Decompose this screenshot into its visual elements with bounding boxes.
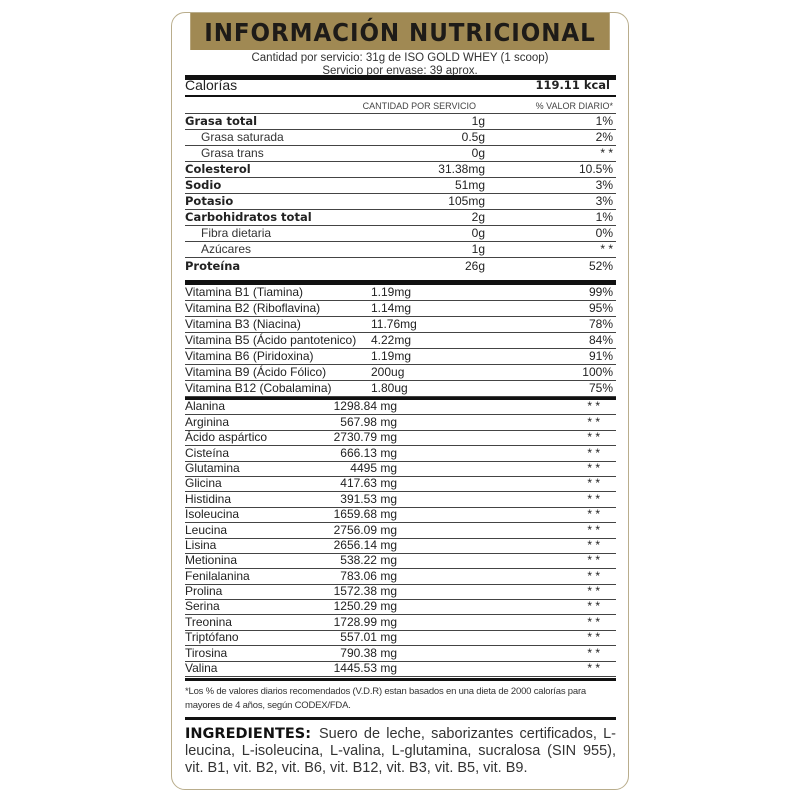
vitamin-row-name: Vitamina B6 (Piridoxina) (185, 349, 314, 363)
amino-acid-row (185, 600, 616, 615)
amino-acid-row-name: Ácido aspártico (185, 430, 268, 445)
amino-acid-row-amount: 2656.14 mg (333, 537, 397, 552)
ingredients-label: INGREDIENTES: (185, 726, 312, 742)
vitamin-row-dv: 100% (582, 365, 613, 379)
amino-acid-row (185, 462, 616, 477)
amino-acid-row-amount: 666.13 mg (340, 445, 397, 460)
column-headers (185, 97, 616, 114)
vitamin-row-amount: 1.19mg (371, 285, 412, 299)
amino-acid-row-amount: 2756.09 mg (333, 522, 397, 537)
amino-acid-row-amount: 783.06 mg (340, 568, 397, 583)
nutrient-row (185, 178, 616, 194)
vitamin-row-amount: 1.14mg (371, 301, 412, 315)
nutrient-row-name: Fibra dietaria (201, 226, 272, 240)
amino-acid-row-dv: * * (587, 445, 600, 460)
amino-acid-row-name: Lisina (185, 537, 217, 552)
vitamins-table (185, 280, 616, 397)
servings-per-container: Servicio por envase: 39 aprox. (322, 65, 478, 77)
nutrient-row-dv: * * (600, 242, 613, 256)
vitamin-row-name: Vitamina B5 (Ácido pantotenico) (185, 333, 357, 347)
nutrient-row-dv: 10.5% (578, 162, 613, 176)
amino-acid-row-dv: * * (587, 430, 600, 445)
nutrient-row (185, 146, 616, 162)
amino-acid-row (185, 446, 616, 461)
footnote: *Los % de valores diarios recomendados (V.D.R) estan basados en una dieta de 2000 calorías para mayores de 4 años, según CODEX/FDA. (185, 686, 587, 711)
amino-acid-row (185, 415, 616, 430)
amino-acid-row-dv: * * (587, 507, 600, 522)
nutrient-row-amount: 2g (471, 210, 485, 224)
amino-acid-row-dv: * * (587, 584, 600, 599)
nutrient-row-dv: 3% (595, 194, 613, 208)
amino-acid-row (185, 492, 616, 507)
nutrient-row-amount: 105mg (448, 194, 485, 208)
amino-acid-row (185, 631, 616, 646)
nutrient-row-amount: 0g (471, 146, 485, 160)
amino-acid-row-name: Serina (185, 599, 220, 614)
vitamin-row (185, 333, 616, 349)
nutrient-row (185, 242, 616, 258)
vitamin-row-amount: 4.22mg (371, 333, 412, 347)
nutrient-row (185, 210, 616, 226)
nutrient-row-name: Sodio (185, 178, 222, 192)
amino-acid-row-amount: 790.38 mg (340, 645, 397, 660)
amino-acid-row-amount: 1659.68 mg (333, 507, 397, 522)
nutrients-table (185, 75, 616, 274)
nutrient-row-name: Proteína (185, 259, 241, 273)
nutrient-row (185, 226, 616, 242)
nutrient-row-name: Colesterol (185, 162, 251, 176)
amino-acid-row-dv: * * (587, 460, 600, 475)
calories-row (185, 75, 616, 97)
amino-acid-row-name: Fenilalanina (185, 568, 250, 583)
vitamin-row-dv: 75% (588, 381, 613, 395)
vitamin-row (185, 349, 616, 365)
nutrient-row-name: Azúcares (201, 242, 252, 256)
vitamin-row-dv: 84% (588, 333, 613, 347)
nutrient-row-amount: 0.5g (461, 130, 485, 144)
amino-acid-row-dv: * * (587, 537, 600, 552)
amino-acid-row-amount: 557.01 mg (340, 630, 397, 645)
nutrient-row-name: Grasa saturada (201, 130, 284, 144)
vitamin-row-name: Vitamina B2 (Riboflavina) (185, 301, 321, 315)
amino-acid-row-dv: * * (587, 553, 600, 568)
vitamin-row (185, 365, 616, 381)
amino-acid-row-amount: 1445.53 mg (333, 661, 397, 676)
amino-acid-row (185, 508, 616, 523)
nutrient-row-amount: 51mg (454, 178, 485, 192)
amino-acid-row-name: Cisteína (185, 445, 230, 460)
amino-acid-row (185, 615, 616, 630)
nutrient-row-dv: 52% (588, 259, 613, 273)
vitamin-row (185, 301, 616, 317)
amino-acid-row-amount: 1298.84 mg (333, 399, 397, 414)
amino-acid-row-name: Prolina (185, 584, 223, 599)
amino-acid-row-dv: * * (587, 414, 600, 429)
ingredients (185, 726, 616, 777)
nutrient-row-dv: 0% (595, 226, 613, 240)
amino-acid-row (185, 662, 616, 677)
nutrient-row-name: Carbohidratos total (185, 210, 312, 224)
amino-acid-row-dv: * * (587, 491, 600, 506)
nutrient-row-dv: 2% (595, 130, 613, 144)
nutrient-row-name: Grasa total (185, 114, 258, 128)
amino-acid-row (185, 431, 616, 446)
nutrient-row-amount: 1g (471, 114, 485, 128)
nutrition-label (171, 12, 629, 790)
nutrient-row (185, 114, 616, 130)
amino-acid-row (185, 554, 616, 569)
nutrient-row-amount: 1g (471, 242, 485, 256)
nutrient-row-name: Potasio (185, 194, 234, 208)
vitamin-row-dv: 99% (588, 285, 613, 299)
amino-acid-row-amount: 1728.99 mg (333, 614, 397, 629)
vitamin-row-dv: 95% (588, 301, 613, 315)
calories-value: 119.11 kcal (535, 78, 610, 92)
amino-acid-row-name: Isoleucina (185, 507, 240, 522)
vitamin-row (185, 381, 616, 397)
amino-acid-row-name: Histidina (185, 491, 232, 506)
amino-acid-row (185, 585, 616, 600)
vitamin-row-amount: 1.80ug (371, 381, 408, 395)
ingredients-text: Suero de leche, saborizantes certificados, L-leucina, L-isoleucina, L-valina, L-glutamina, sucralosa (SIN 955), vit. B1, vit. B2, vit. B6, vit. B12, vit. B3, vit. B5, vit. B9. (185, 726, 616, 776)
footnote-section (185, 678, 616, 777)
amount-header: CANTIDAD POR SERVICIO (362, 101, 476, 111)
vitamin-row-amount: 200ug (371, 365, 405, 379)
nutrient-row-amount: 31.38mg (438, 162, 485, 176)
amino-acid-row-name: Leucina (185, 522, 228, 537)
amino-acid-row-dv: * * (587, 522, 600, 537)
nutrient-row (185, 194, 616, 210)
label-title: INFORMACIÓN NUTRICIONAL (190, 13, 610, 50)
nutrient-row (185, 258, 616, 274)
amino-acid-row-name: Alanina (185, 399, 226, 414)
amino-acid-row-name: Treonina (185, 614, 232, 629)
amino-acid-row-dv: * * (587, 645, 600, 660)
amino-acid-row (185, 477, 616, 492)
vitamin-row-name: Vitamina B12 (Cobalamina) (185, 381, 332, 395)
calories-label: Calorías (185, 77, 238, 93)
amino-acid-row-amount: 1250.29 mg (333, 599, 397, 614)
amino-acid-row-amount: 1572.38 mg (333, 584, 397, 599)
nutrient-row (185, 162, 616, 178)
amino-acid-row (185, 539, 616, 554)
amino-acid-row-amount: 417.63 mg (340, 476, 397, 491)
amino-acid-row-name: Metionina (185, 553, 238, 568)
serving-size: Cantidad por servicio: 31g de ISO GOLD WHEY (1 scoop) (251, 52, 549, 64)
vitamin-row-amount: 11.76mg (371, 317, 417, 331)
amino-acids-table (185, 397, 616, 677)
vitamin-row-dv: 78% (588, 317, 613, 331)
dv-header: % VALOR DIARIO* (535, 101, 613, 111)
nutrient-row-name: Grasa trans (201, 146, 264, 160)
vitamin-row (185, 285, 616, 301)
amino-acid-row-dv: * * (587, 661, 600, 676)
nutrient-row-dv: 1% (595, 210, 613, 224)
amino-acid-row-dv: * * (587, 614, 600, 629)
amino-acid-row-amount: 2730.79 mg (333, 430, 397, 445)
amino-acid-row-dv: * * (587, 476, 600, 491)
nutrient-row-dv: 1% (595, 114, 613, 128)
amino-acid-row-name: Triptófano (185, 630, 239, 645)
nutrient-row-amount: 26g (464, 259, 485, 273)
nutrient-row-dv: 3% (595, 178, 613, 192)
amino-acid-row-dv: * * (587, 399, 600, 414)
amino-acid-row-name: Glicina (185, 476, 222, 491)
amino-acid-row-amount: 538.22 mg (340, 553, 397, 568)
amino-acid-row-dv: * * (587, 599, 600, 614)
vitamin-row-name: Vitamina B1 (Tiamina) (185, 285, 304, 299)
amino-acid-row-name: Arginina (185, 414, 230, 429)
vitamin-row-name: Vitamina B9 (Ácido Fólico) (185, 365, 327, 379)
amino-acid-row (185, 400, 616, 415)
amino-acid-row-dv: * * (587, 630, 600, 645)
amino-acid-row-dv: * * (587, 568, 600, 583)
amino-acid-row-amount: 567.98 mg (340, 414, 397, 429)
amino-acid-row (185, 523, 616, 538)
amino-acid-row-name: Valina (185, 661, 218, 676)
nutrient-row-amount: 0g (471, 226, 485, 240)
vitamin-row (185, 317, 616, 333)
vitamin-row-name: Vitamina B3 (Niacina) (185, 317, 301, 331)
amino-acid-row-name: Glutamina (185, 460, 240, 475)
amino-acid-row-amount: 4495 mg (350, 460, 397, 475)
vitamin-row-amount: 1.19mg (371, 349, 412, 363)
amino-acid-row (185, 569, 616, 584)
amino-acid-row-amount: 391.53 mg (340, 491, 397, 506)
nutrient-row-dv: * * (600, 146, 613, 160)
nutrient-row (185, 130, 616, 146)
amino-acid-row-name: Tirosina (185, 645, 228, 660)
vitamin-row-dv: 91% (588, 349, 613, 363)
amino-acid-row (185, 646, 616, 661)
